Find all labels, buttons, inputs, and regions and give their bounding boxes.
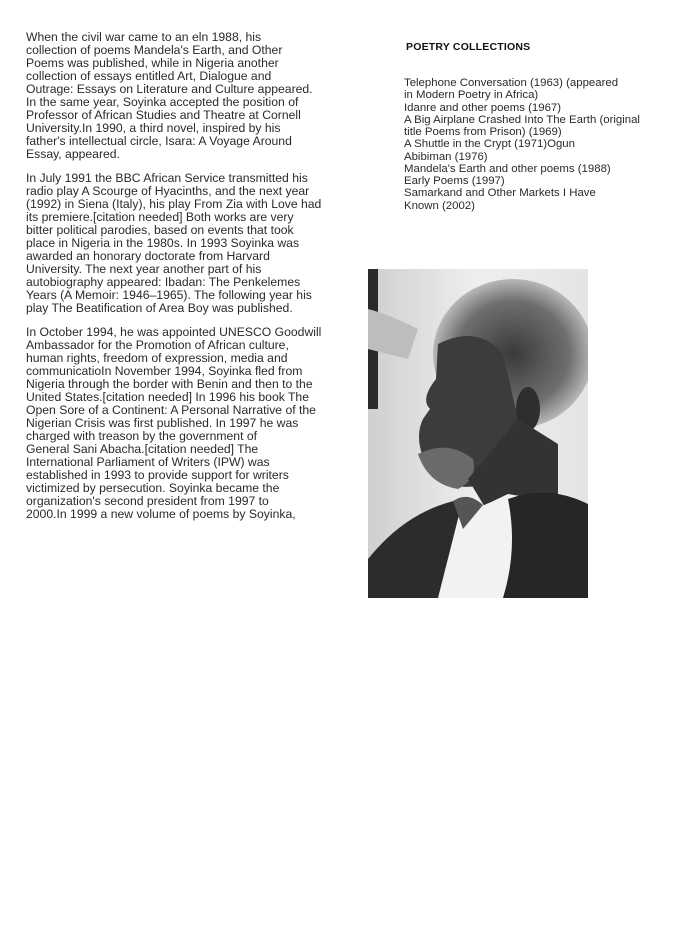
text-line: place in Nigeria in the 1980s. In 1993 Soyinka was (26, 236, 300, 250)
text-line: Ambassador for the Promotion of African culture, (26, 338, 289, 352)
list-line: Mandela's Earth and other poems (1988) (404, 162, 611, 175)
text-line: organization's second president from 1997 to (26, 494, 269, 508)
text-line: radio play A Scourge of Hyacinths, and the next year (26, 184, 310, 198)
text-line: 2000.In 1999 a new volume of poems by Soyinka, (26, 507, 296, 521)
text-line: University.In 1990, a third novel, inspired by his (26, 121, 281, 135)
list-line: Samarkand and Other Markets I Have (404, 187, 596, 200)
list-line: Telephone Conversation (1963) (appeared (404, 77, 619, 89)
list-line: Idanre and other poems (1967) (404, 101, 562, 114)
text-line: established in 1993 to provide support for writers (26, 468, 289, 482)
text-line: When the civil war came to an eln 1988, his (26, 30, 262, 44)
text-line: United States.[citation needed] In 1996 his book The (26, 390, 309, 404)
text-line: International Parliament of Writers (IPW) was (26, 455, 270, 469)
list-line: Abibiman (1976) (404, 150, 488, 163)
list-line: A Shuttle in the Crypt (1971)Ogun (404, 138, 575, 151)
list-line: Early Poems (1997) (404, 175, 505, 187)
text-line: Outrage: Essays on Literature and Culture appeared. (26, 82, 313, 96)
text-line: In the same year, Soyinka accepted the position of (26, 95, 299, 109)
list-line: Known (2002) (404, 199, 475, 212)
text-line: Open Sore of a Continent: A Personal Narrative of the (26, 403, 316, 417)
text-line: collection of essays entitled Art, Dialogue and (26, 69, 272, 83)
text-line: Professor of African Studies and Theatre at Cornell (26, 108, 301, 122)
text-line: autobiography appeared: Ibadan: The Penkelemes (26, 275, 301, 289)
author-portrait-photo (368, 269, 588, 598)
text-line: charged with treason by the government of (26, 429, 258, 443)
text-line: Poems was published, while in Nigeria another (26, 56, 279, 70)
text-line: collection of poems Mandela's Earth, and Other (26, 43, 283, 57)
text-line: play The Beatification of Area Boy was published. (26, 301, 293, 315)
text-line: human rights, freedom of expression, media and (26, 351, 288, 365)
text-line: awarded an honorary doctorate from Harvard (26, 249, 270, 263)
text-line: its premiere.[citation needed] Both works are very (26, 210, 294, 224)
biography-text (26, 31, 326, 532)
text-line: In October 1994, he was appointed UNESCO Goodwill (26, 325, 322, 339)
text-line: victimized by persecution. Soyinka became the (26, 481, 280, 495)
text-line: General Sani Abacha.[citation needed] The (26, 442, 259, 456)
paragraph (26, 326, 326, 521)
text-line: Nigeria through the border with Benin and then to the (26, 377, 313, 391)
paragraph (26, 31, 326, 161)
text-line: Years (A Memoir: 1946–1965). The following year his (26, 288, 312, 302)
text-line: (1992) in Siena (Italy), his play From Zia with Love had (26, 197, 322, 211)
text-line: Nigerian Crisis was first published. In 1997 he was (26, 416, 299, 430)
paragraph (26, 172, 326, 315)
list-line: in Modern Poetry in Africa) (404, 89, 539, 102)
text-line: University. The next year another part of his (26, 262, 262, 276)
list-line: A Big Airplane Crashed Into The Earth (original (404, 113, 640, 126)
text-line: father's intellectual circle, Isara: A Voyage Around (26, 134, 292, 148)
text-line: Essay, appeared. (26, 147, 120, 161)
text-line: communicatioIn November 1994, Soyinka fled from (26, 364, 303, 378)
text-line: In July 1991 the BBC African Service transmitted his (26, 171, 308, 185)
text-line: bitter political parodies, based on events that took (26, 223, 294, 237)
section-heading: POETRY COLLECTIONS (406, 41, 531, 53)
poetry-collections-list (404, 77, 640, 212)
list-line: title Poems from Prison) (1969) (404, 126, 562, 138)
